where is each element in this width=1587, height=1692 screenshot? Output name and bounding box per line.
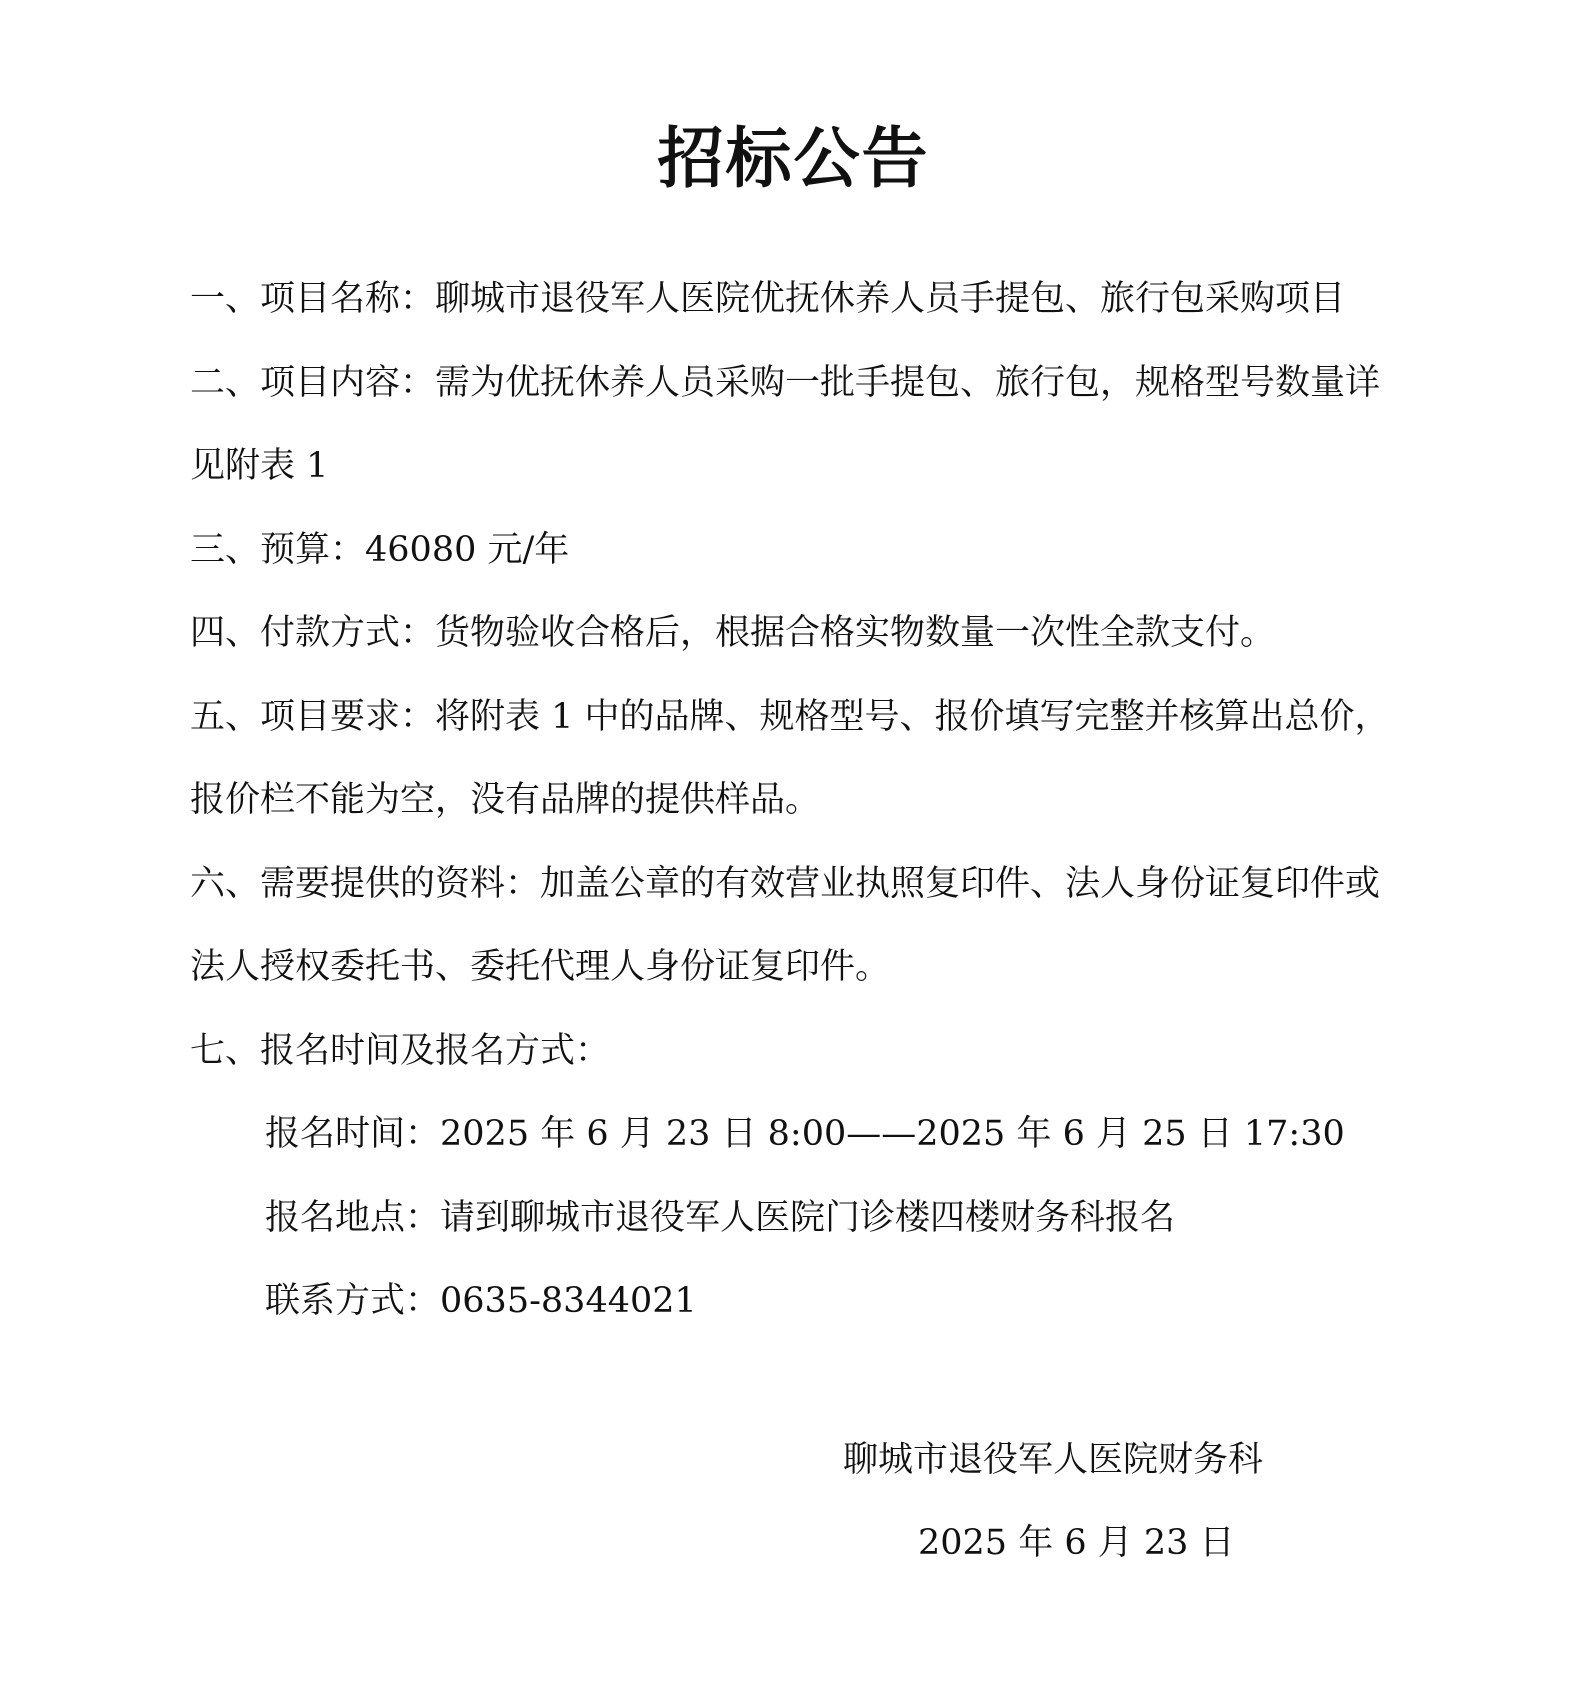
item-project-content: [190, 342, 1410, 509]
item-label: 六、需要提供的资料：: [190, 863, 541, 904]
item-budget: [190, 509, 1410, 593]
item-label: 七、报名时间及报名方式：: [190, 1030, 611, 1071]
item-payment-method: [190, 592, 1410, 676]
item-text: 将附表 1 中的品牌、规格型号、报价填写完整并核算出总价，报价栏不能为空，没有品牌的提供样品。: [190, 696, 1390, 820]
page-title: 招标公告: [657, 119, 930, 197]
registration-time: [190, 1093, 1410, 1177]
item-text: 46080 元/年: [365, 529, 570, 570]
item-label: 五、项目要求：: [190, 696, 436, 737]
registration-place: [190, 1177, 1410, 1261]
contact-value: 0635-8344021: [440, 1281, 697, 1321]
signature-date: 2025 年 6 月 23 日: [918, 1523, 1235, 1563]
announcement-body: [190, 258, 1410, 1344]
item-label: 三、预算：: [190, 529, 366, 570]
item-text: 需为优抚休养人员采购一批手提包、旅行包，规格型号数量详见附表 1: [190, 362, 1381, 486]
registration-time-value: 2025 年 6 月 23 日 8:00——2025 年 6 月 25 日 17:30: [440, 1114, 1345, 1154]
registration-time-label: 报名时间：: [265, 1114, 441, 1154]
item-label: 一、项目名称：: [190, 279, 436, 319]
contact-label: 联系方式：: [265, 1281, 441, 1321]
contact-info: [190, 1260, 1410, 1344]
item-label: 四、付款方式：: [190, 613, 436, 653]
item-label: 二、项目内容：: [190, 362, 436, 403]
item-registration-heading: [190, 1010, 1410, 1094]
item-required-materials: [190, 843, 1410, 1010]
item-text: 货物验收合格后，根据合格实物数量一次性全款支付。: [435, 613, 1276, 653]
item-text: 加盖公章的有效营业执照复印件、法人身份证复印件或法人授权委托书、委托代理人身份证复印件。: [190, 863, 1381, 987]
signature-organization: 聊城市退役军人医院财务科: [843, 1440, 1264, 1480]
item-project-requirements: [190, 676, 1410, 843]
registration-place-label: 报名地点：: [265, 1197, 441, 1238]
registration-place-value: 请到聊城市退役军人医院门诊楼四楼财务科报名: [440, 1197, 1176, 1238]
item-text: 聊城市退役军人医院优抚休养人员手提包、旅行包采购项目: [435, 279, 1346, 319]
item-project-name: [190, 258, 1410, 342]
